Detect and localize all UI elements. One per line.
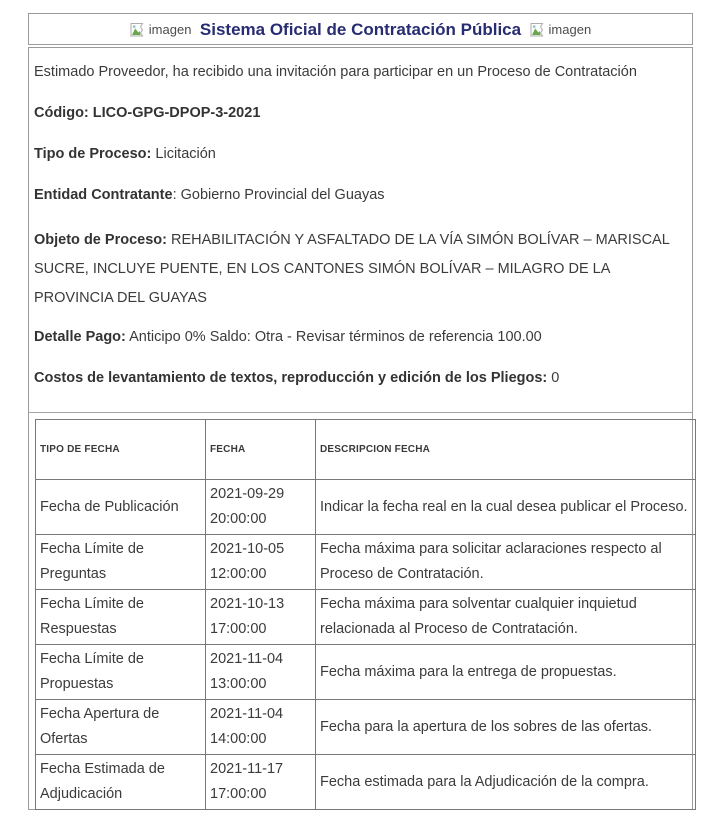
broken-image-placeholder-right [530, 22, 592, 37]
table-row [36, 645, 696, 700]
costos-paragraph [34, 368, 686, 388]
cell-tipo: Fecha Apertura de Ofertas [36, 700, 206, 755]
codigo-label: Código: LICO-GPG-DPOP-3-2021 [34, 105, 261, 121]
objeto-paragraph [34, 226, 686, 313]
cell-descripcion: Fecha máxima para solicitar aclaraciones respecto al Proceso de Contratación. [316, 535, 696, 590]
fecha-date: 2021-11-04 [210, 651, 284, 667]
table-row [36, 755, 696, 810]
entidad-label: Entidad Contratante [34, 187, 173, 203]
detalle-pago-value: Anticipo 0% Saldo: Otra - Revisar términos de referencia 100.00 [125, 329, 542, 345]
objeto-label: Objeto de Proceso: [34, 232, 167, 248]
fecha-date: 2021-09-29 [210, 486, 285, 502]
cell-descripcion: Fecha para la apertura de los sobres de las ofertas. [316, 700, 696, 755]
cell-fecha [206, 755, 316, 810]
column-header-fecha: FECHA [206, 420, 316, 480]
page-title: Sistema Oficial de Contratación Pública [199, 20, 522, 39]
table-header-row [36, 420, 696, 480]
cell-fecha [206, 535, 316, 590]
detalle-pago-paragraph [34, 327, 686, 347]
cell-descripcion: Fecha estimada para la Adjudicación de la compra. [316, 755, 696, 810]
costos-value: 0 [547, 370, 560, 386]
cell-fecha [206, 590, 316, 645]
tipo-proceso-label: Tipo de Proceso: [34, 146, 152, 162]
fecha-time: 12:00:00 [210, 566, 267, 582]
fecha-date: 2021-10-05 [210, 541, 285, 557]
entidad-value: : Gobierno Provincial del Guayas [172, 187, 385, 203]
table-row [36, 480, 696, 535]
fecha-date: 2021-11-17 [210, 761, 284, 777]
table-row [36, 590, 696, 645]
fecha-date: 2021-11-04 [210, 706, 284, 722]
cell-tipo: Fecha de Publicación [36, 480, 206, 535]
broken-image-icon [130, 22, 147, 37]
dates-table [35, 419, 696, 810]
fecha-time: 17:00:00 [210, 621, 267, 637]
fecha-date: 2021-10-13 [210, 596, 285, 612]
broken-image-placeholder-left [130, 22, 192, 37]
fecha-time: 17:00:00 [210, 786, 267, 802]
intro-paragraph: Estimado Proveedor, ha recibido una invitación para participar en un Proceso de Contratación [34, 64, 637, 80]
tipo-proceso-paragraph [34, 144, 686, 164]
cell-descripcion: Fecha máxima para solventar cualquier inquietud relacionada al Proceso de Contratación. [316, 590, 696, 645]
detalle-pago-label: Detalle Pago: [34, 329, 126, 345]
codigo-paragraph [34, 103, 686, 123]
column-header-descripcion-fecha: DESCRIPCION FECHA [316, 420, 696, 480]
table-row [36, 700, 696, 755]
cell-tipo: Fecha Estimada de Adjudicación [36, 755, 206, 810]
cell-fecha [206, 480, 316, 535]
broken-image-label: imagen [148, 22, 192, 37]
costos-label: Costos de levantamiento de textos, reproducción y edición de los Pliegos: [34, 370, 548, 386]
message-body [28, 47, 693, 810]
broken-image-label: imagen [548, 22, 592, 37]
objeto-value: REHABILITACIÓN Y ASFALTADO DE LA VÍA SIMÓN BOLÍVAR – MARISCAL SUCRE, INCLUYE PUENTE, EN LOS CANTONES SIMÓN BOLÍVAR – MILAGRO DE LA PROVINCIA DEL GUAYAS [34, 232, 670, 306]
cell-tipo: Fecha Límite de Respuestas [36, 590, 206, 645]
column-header-tipo-de-fecha: TIPO DE FECHA [36, 420, 206, 480]
cell-fecha [206, 700, 316, 755]
fecha-time: 20:00:00 [210, 511, 267, 527]
cell-tipo: Fecha Límite de Propuestas [36, 645, 206, 700]
cell-fecha [206, 645, 316, 700]
entidad-paragraph [34, 185, 686, 205]
fecha-time: 13:00:00 [210, 676, 267, 692]
table-row [36, 535, 696, 590]
cell-descripcion: Indicar la fecha real en la cual desea publicar el Proceso. [316, 480, 696, 535]
cell-descripcion: Fecha máxima para la entrega de propuestas. [316, 645, 696, 700]
fecha-time: 14:00:00 [210, 731, 267, 747]
tipo-proceso-value: Licitación [151, 146, 216, 162]
divider-line [29, 412, 692, 413]
broken-image-icon [530, 22, 547, 37]
cell-tipo: Fecha Límite de Preguntas [36, 535, 206, 590]
header-banner [28, 13, 693, 45]
